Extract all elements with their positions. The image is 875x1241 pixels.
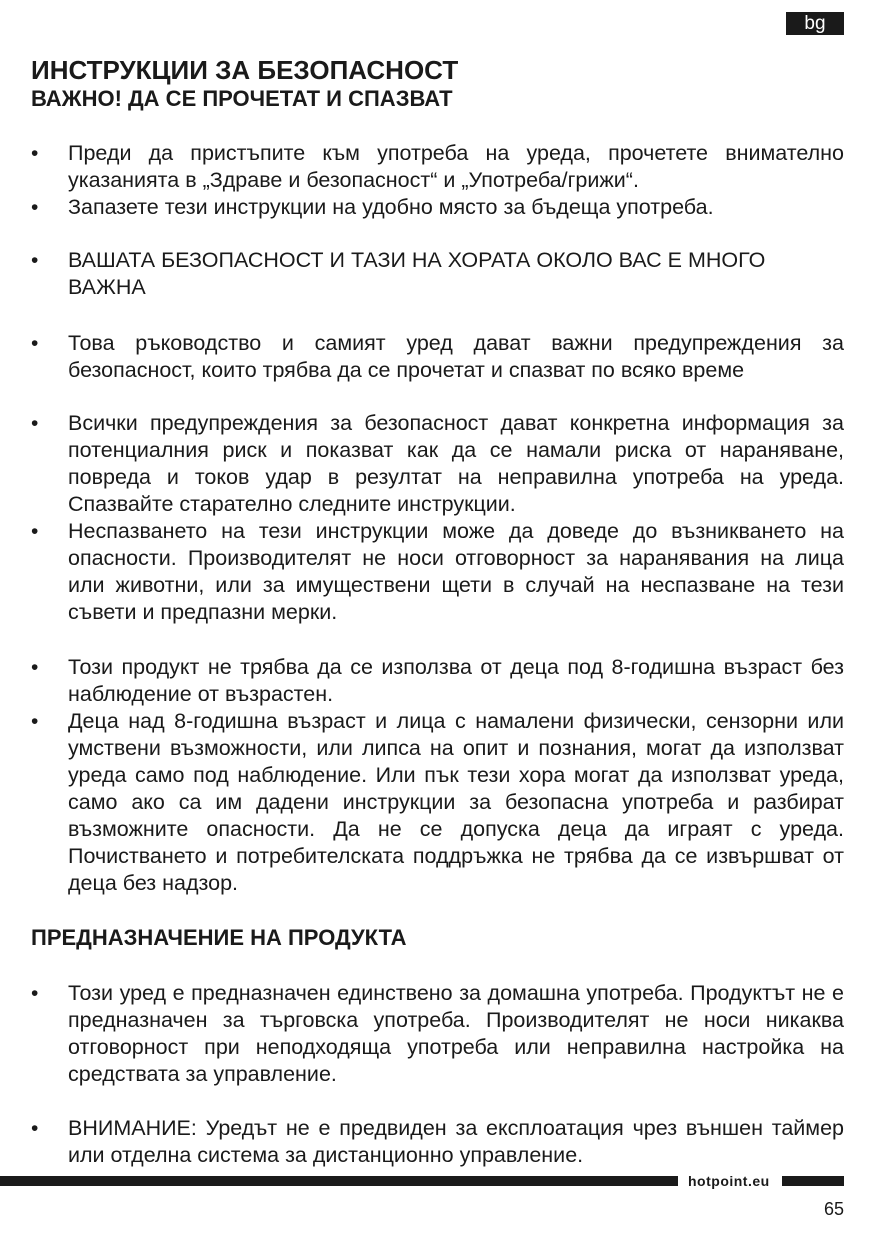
list-item-text: Този уред е предназначен единствено за домашна употреба. Продуктът не е предназначен за търговска употреба. Производителят не носи никаква отговорност при неподходяща употреба или неправилна настройка на средствата за управление. bbox=[68, 981, 844, 1086]
bullet-marker: • bbox=[31, 520, 39, 543]
bullet-marker: • bbox=[31, 142, 39, 165]
bullet-marker: • bbox=[31, 710, 39, 733]
bullet-marker: • bbox=[31, 656, 39, 679]
list-item-text: Деца над 8-годишна възраст и лица с намалени физически, сензорни или умствени възможности, или липса на опит и познания, могат да използват уреда само под наблюдение. Или пък тези хора могат да използват уреда, само ако са им дадени инструкции за безопасна употреба и разбират възможните опасности. Да не се допуска деца да играят с уреда. Почистването и потребителската поддръжка не трябва да се извършват от деца без надзор. bbox=[68, 709, 844, 895]
page-title: ИНСТРУКЦИИ ЗА БЕЗОПАСНОСТ bbox=[31, 55, 459, 85]
bullet-marker: • bbox=[31, 196, 39, 219]
list-item-text: Този продукт не трябва да се използва от деца под 8-годишна възраст без наблюдение от възрастен. bbox=[68, 655, 844, 706]
page-subtitle: ВАЖНО! ДА СЕ ПРОЧЕТАТ И СПАЗВАТ bbox=[31, 86, 453, 111]
bullet-marker: • bbox=[31, 249, 39, 272]
footer-rule bbox=[0, 1176, 678, 1186]
page-number: 65 bbox=[823, 1199, 844, 1219]
footer-rule bbox=[782, 1176, 844, 1186]
section-heading: ПРЕДНАЗНАЧЕНИЕ НА ПРОДУКТА bbox=[31, 925, 407, 950]
footer-brand: hotpoint.eu bbox=[688, 1173, 770, 1189]
list-item-text: ВНИМАНИЕ: Уредът не е предвиден за експлоатация чрез външен таймер или отделна система за дистанционно управление. bbox=[68, 1116, 844, 1167]
list-item-text: Всички предупреждения за безопасност дават конкретна информация за потенциалния риск и показват как да се намали риска от нараняване, повреда и токов удар в резултат на неправилна употреба на уреда. Спазвайте старателно следните инструкции. bbox=[68, 411, 844, 516]
list-item-text: Запазете тези инструкции на удобно място за бъдеща употреба. bbox=[68, 195, 714, 219]
bullet-marker: • bbox=[31, 332, 39, 355]
list-item-text: Това ръководство и самият уред дават важни предупреждения за безопасност, които трябва да се прочетат и спазват по всяко време bbox=[68, 331, 844, 382]
bullet-marker: • bbox=[31, 1117, 39, 1140]
list-item-text: ВАШАТА БЕЗОПАСНОСТ И ТАЗИ НА ХОРАТА ОКОЛО ВАС Е МНОГО ВАЖНА bbox=[68, 248, 766, 299]
bullet-marker: • bbox=[31, 412, 39, 435]
language-badge: bg bbox=[786, 12, 844, 35]
bullet-marker: • bbox=[31, 982, 39, 1005]
list-item-text: Преди да пристъпите към употреба на уреда, прочетете внимателно указанията в „Здраве и безопасност“ и „Употреба/грижи“. bbox=[68, 141, 844, 192]
list-item-text: Неспазването на тези инструкции може да доведе до възникването на опасности. Производителят не носи отговорност за наранявания на лица или животни, или за имуществени щети в случай на неспазване на тези съвети и предпазни мерки. bbox=[68, 519, 844, 624]
